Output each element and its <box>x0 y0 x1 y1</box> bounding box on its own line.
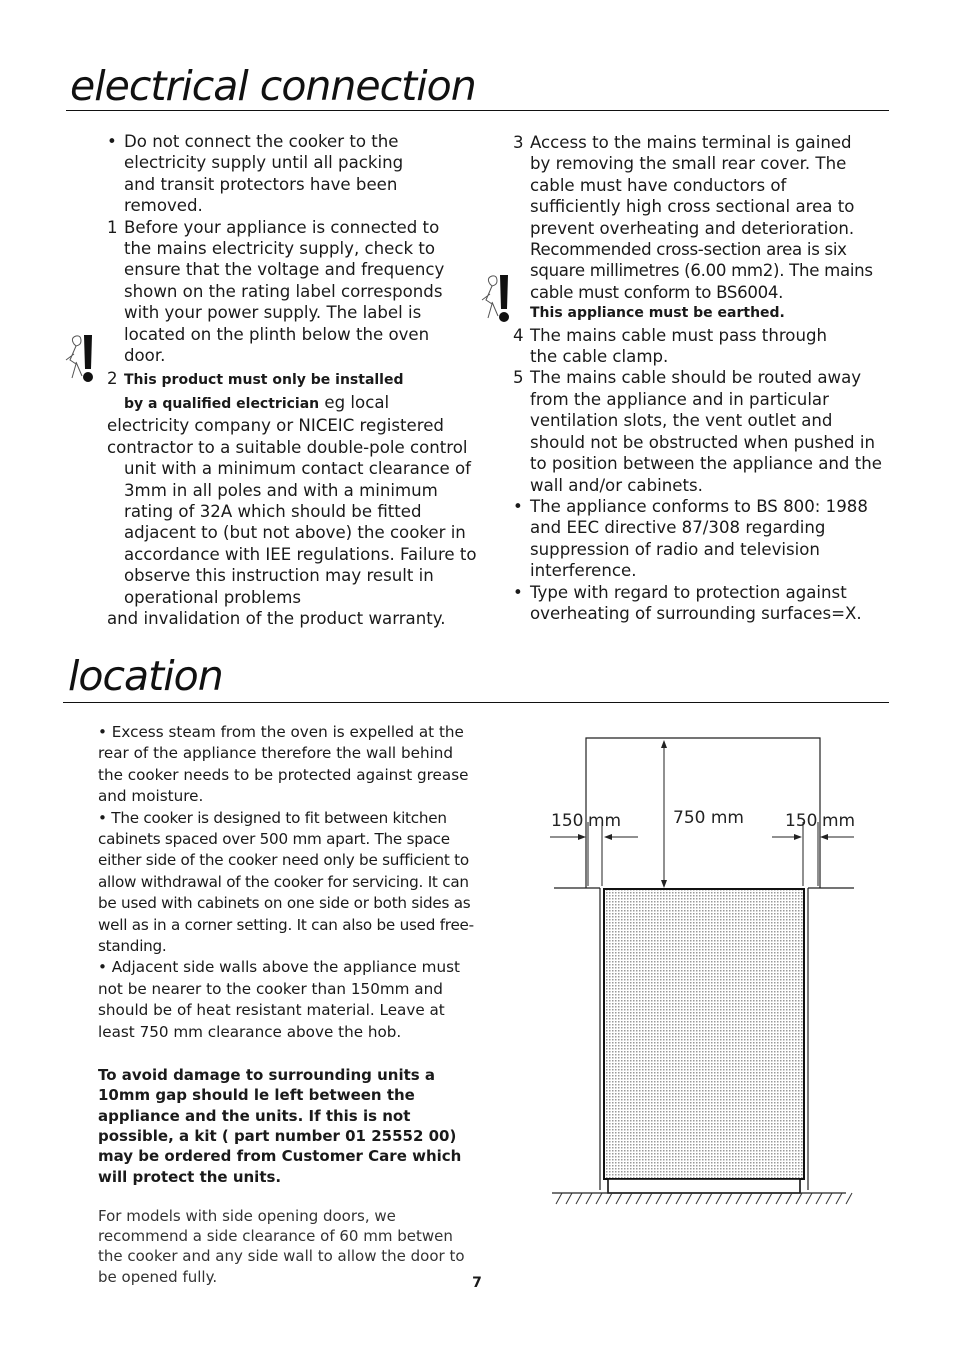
hatch-stroke <box>756 1193 762 1204</box>
hatch-stroke <box>656 1193 662 1204</box>
cooker-plinth <box>608 1179 800 1193</box>
arrow-head <box>794 834 802 840</box>
bullet-mark: • <box>107 132 117 151</box>
hatch-stroke <box>786 1193 792 1204</box>
inline-text: unit with a minimum contact clearance of 3mm in all poles and with a minimum rating of 32A which should be fitted adjacent to (but not above) the cooker in accordance with IEE regulations. Failure to observe this instruction may result in operational problems <box>124 459 477 607</box>
list-item <box>107 217 477 367</box>
dimension-label-left-unit: mm <box>588 811 622 831</box>
hatch-stroke <box>796 1193 802 1204</box>
warning-bold-text: This product must only be installed <box>124 372 404 389</box>
location-note: For models with side opening doors, we recommend a side clearance of 60 mm betwen the cooker and any side wall to allow the door to be opened fully. <box>98 1206 465 1286</box>
list-item <box>513 132 888 325</box>
list-item-text: Type with regard to protection against overheating of surrounding surfaces=X. <box>530 582 862 623</box>
hatch-stroke <box>736 1193 742 1204</box>
dimension-label-top: 750 mm <box>673 808 744 828</box>
list-item-text: The mains cable must pass through the cable clamp. <box>530 325 828 367</box>
hatch-stroke <box>606 1193 612 1204</box>
hatch-stroke <box>706 1193 712 1204</box>
hatch-stroke <box>646 1193 652 1204</box>
list-item-text: The appliance conforms to BS 800: 1988 and EEC directive 87/308 regarding suppression of radio and television interference. <box>530 496 868 581</box>
hatch-stroke <box>836 1193 842 1204</box>
list-item-text <box>530 132 888 325</box>
arrow-head <box>578 834 586 840</box>
step-number: 3 <box>513 133 524 152</box>
bullet-mark: • <box>513 582 523 602</box>
list-item-text: The mains cable should be routed away from the appliance and in particular ventilation slots, the vent outlet and should not be obstructed when pushed in to position between the appliance and the wall and/or cabinets. <box>530 368 882 495</box>
list-item <box>107 368 477 629</box>
step-number: 5 <box>513 368 524 388</box>
hatch-stroke <box>576 1193 582 1204</box>
hatch-stroke <box>806 1193 812 1204</box>
earth-warning-text: This appliance must be earthed. <box>530 305 785 322</box>
hatch-stroke <box>696 1193 702 1204</box>
hatch-stroke <box>826 1193 832 1204</box>
warning-bold-text: by a qualified electrician <box>124 395 320 412</box>
earth-warning-icon <box>478 272 518 324</box>
electrical-left-column <box>107 131 477 629</box>
hatch-stroke <box>636 1193 642 1204</box>
hatch-stroke <box>616 1193 622 1204</box>
hatch-stroke <box>746 1193 752 1204</box>
inline-text: contractor to a suitable double-pole control <box>107 437 468 457</box>
list-item-text: Do not connect the cooker to the electricity supply until all packing and transit protectors have been removed. <box>124 132 404 216</box>
list-item <box>513 325 888 368</box>
hatch-stroke <box>686 1193 692 1204</box>
arrow-head <box>661 880 667 888</box>
dimension-label-left: 150 <box>551 811 584 831</box>
bullet-mark: • <box>513 496 523 516</box>
hatch-stroke <box>626 1193 632 1204</box>
dimension-label-right: 150 <box>785 811 818 831</box>
inline-text: eg local <box>319 392 390 412</box>
hatch-stroke <box>666 1193 672 1204</box>
hatch-stroke <box>556 1193 562 1204</box>
inline-text: electricity company or NICEIC registered <box>107 416 444 436</box>
list-item-text: Before your appliance is connected to the mains electricity supply, check to ensure that the voltage and frequency shown on the rating label corresponds with your power supply. The label is located on the plinth below the oven door. <box>124 217 445 366</box>
arrow-head <box>820 834 828 840</box>
clearance-diagram <box>540 730 860 1210</box>
floor-hatching <box>556 1193 852 1204</box>
inline-text: and invalidation of the product warranty. <box>107 608 446 628</box>
electrical-right-column <box>513 132 888 624</box>
hatch-stroke <box>726 1193 732 1204</box>
location-text-column <box>98 722 478 1287</box>
inline-text: Access to the mains terminal is gained by removing the small rear cover. The cable must have conductors of sufficiently high cross sectional area to prevent overheating and deterioration. <box>530 133 855 238</box>
list-item <box>107 131 477 217</box>
list-item <box>513 582 888 625</box>
location-warning: To avoid damage to surrounding units a 10mm gap should le left between the appliance and the units. If this is not possible, a kit ( part number 01 25552 00) may be ordered from Customer Care which will protect the units. <box>98 1066 462 1186</box>
step-number: 2 <box>107 369 118 389</box>
hatch-stroke <box>586 1193 592 1204</box>
page-number: 7 <box>472 1275 482 1291</box>
hatch-stroke <box>776 1193 782 1204</box>
hatch-stroke <box>766 1193 772 1204</box>
location-bullet: • Adjacent side walls above the appliance must not be nearer to the cooker than 150mm and should be of heat resistant material. Leave at least 750 mm clearance above the hob. <box>98 958 460 1041</box>
cooker-body <box>604 889 804 1179</box>
hatch-stroke <box>846 1193 852 1204</box>
section-title-electrical: electrical connection <box>70 62 476 110</box>
hatch-stroke <box>716 1193 722 1204</box>
dimension-label-right-unit: mm <box>822 811 856 831</box>
list-item-text <box>107 368 477 629</box>
hatch-stroke <box>816 1193 822 1204</box>
inline-text: Recommended cross-section area is six square millimetres (6.00 mm2). The mains cable must conform to BS6004. <box>530 240 873 302</box>
list-item <box>513 367 888 495</box>
electrician-warning-icon <box>62 332 102 384</box>
arrow-head <box>661 740 667 748</box>
section-title-location: location <box>68 652 223 700</box>
step-number: 4 <box>513 325 524 345</box>
step-number: 1 <box>107 217 118 237</box>
hatch-stroke <box>596 1193 602 1204</box>
section-rule-location <box>63 702 889 703</box>
location-bullet: • Excess steam from the oven is expelled at the rear of the appliance therefore the wall behind the cooker needs to be protected against grease and moisture. <box>98 723 469 806</box>
section-rule-electrical <box>66 110 889 111</box>
hatch-stroke <box>676 1193 682 1204</box>
list-item <box>513 496 888 582</box>
location-bullet: • The cooker is designed to fit between kitchen cabinets spaced over 500 mm apart. The space either side of the cooker need only be sufficient to allow withdrawal of the cooker for servicing. It can be used with cabinets on one side or both sides as well as in a corner setting. It can also be used free-standing. <box>98 808 474 956</box>
arrow-head <box>604 834 612 840</box>
hatch-stroke <box>566 1193 572 1204</box>
